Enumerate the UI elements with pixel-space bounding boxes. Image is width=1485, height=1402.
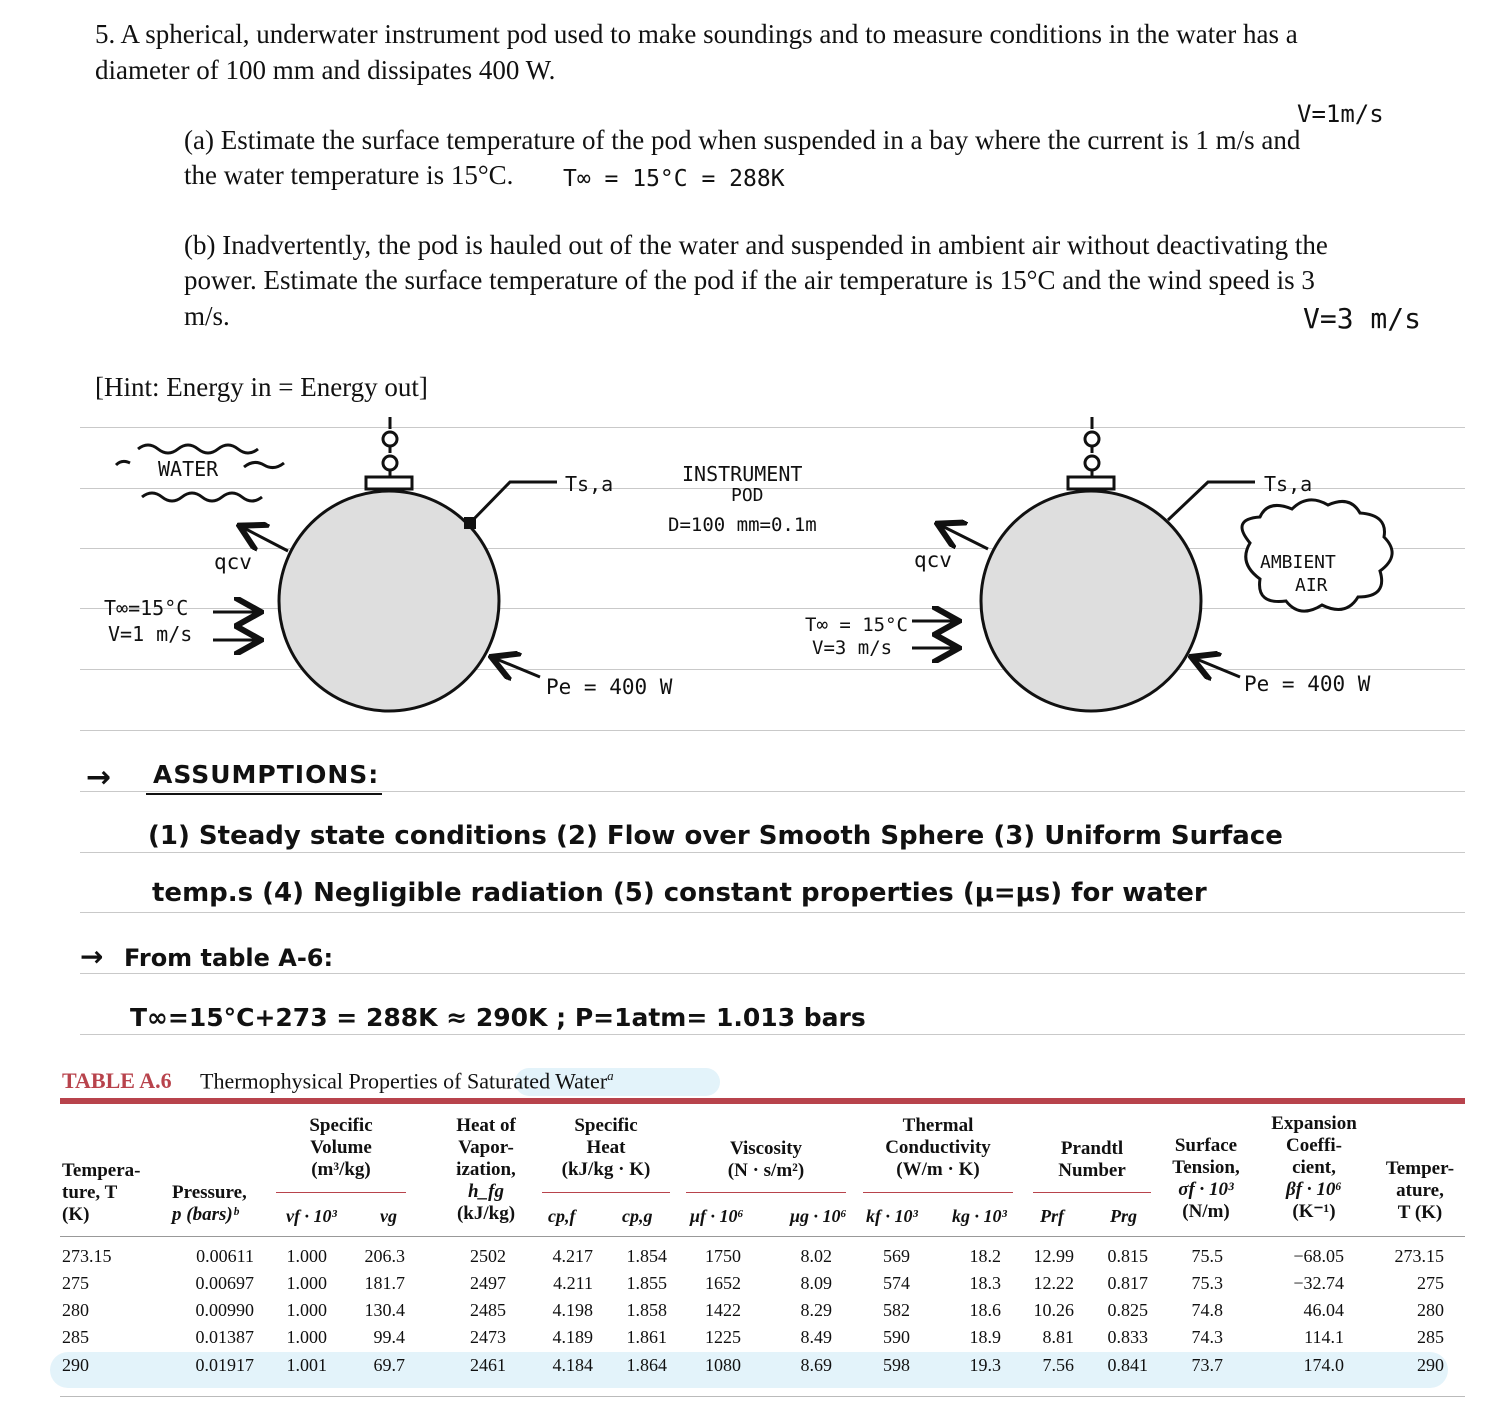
water-label: WATER: [158, 457, 219, 481]
column-header-specific-volume: Specific Volume (m³/kg): [309, 1115, 373, 1180]
table-cell: 1652: [705, 1273, 741, 1293]
column-header-conductivity: Thermal Conductivity (W/m · K): [885, 1115, 991, 1180]
table-cell: 18.3: [969, 1273, 1001, 1293]
right-tinf-label: T∞ = 15°C: [805, 614, 908, 636]
annotation-a-temp: T∞ = 15°C = 288K: [563, 166, 785, 192]
table-cell: 273.15: [1394, 1246, 1444, 1266]
subrule: [686, 1192, 846, 1193]
arrow-icon: →: [80, 940, 104, 973]
table-cell: 569: [883, 1246, 910, 1266]
table-cell: 130.4: [364, 1300, 405, 1320]
table-cell: 0.833: [1107, 1327, 1148, 1347]
rule-line: [80, 730, 1465, 731]
table-cell: 18.9: [969, 1327, 1001, 1347]
table-cell: 1750: [705, 1246, 741, 1266]
table-cell: 0.00697: [195, 1273, 254, 1293]
sub-header: cp,f: [548, 1206, 576, 1226]
table-cell: 8.29: [800, 1300, 832, 1320]
table-cell: 1.000: [286, 1246, 327, 1266]
table-cell: 181.7: [364, 1273, 405, 1293]
table-cell: 1.858: [626, 1300, 667, 1320]
table-cell: 18.2: [969, 1246, 1001, 1266]
table-cell: 75.3: [1191, 1273, 1223, 1293]
part-b-line2: power. Estimate the surface temperature of the pod if the air temperature is 15°C and the wind speed is 3: [184, 265, 1315, 295]
ts-label-left: Ts,a: [565, 472, 614, 496]
table-cell: 114.1: [1304, 1327, 1344, 1347]
table-cell: 1.854: [626, 1246, 667, 1266]
column-header-temp: Tempera- ture, T (K): [62, 1160, 141, 1225]
table-cell: 8.69: [800, 1355, 832, 1375]
qconv-label-left: qcv: [214, 550, 252, 574]
table-cell: 74.3: [1191, 1327, 1223, 1347]
table-cell: 1.855: [626, 1273, 667, 1293]
power-label-left: Pe = 400 W: [546, 675, 673, 699]
table-cell: 1.001: [286, 1355, 327, 1375]
table-cell: 4.217: [552, 1246, 593, 1266]
rule-line: [80, 973, 1465, 974]
sub-header: μg · 10⁶: [790, 1206, 847, 1226]
table-cell: 99.4: [373, 1327, 405, 1347]
assumptions-title: ASSUMPTIONS:: [153, 760, 380, 789]
column-header-expansion: Expansion Coeffi- cient, βf · 10⁶ (K⁻¹): [1271, 1113, 1357, 1222]
table-cell: 2502: [470, 1246, 506, 1266]
table-cell: 46.04: [1303, 1300, 1344, 1320]
table-cell: 285: [1417, 1327, 1444, 1347]
table-cell: 590: [883, 1327, 910, 1347]
table-cell: 574: [883, 1273, 910, 1293]
rule-line: [80, 912, 1465, 913]
table-cell: 2473: [470, 1327, 506, 1347]
table-cell: 2485: [470, 1300, 506, 1320]
column-header-surface-tension: Surface Tension, σf · 10³ (N/m): [1172, 1135, 1240, 1222]
annotation-a-velocity: V=1m/s: [1297, 100, 1384, 128]
table-cell: 4.198: [552, 1300, 593, 1320]
sub-header: vf · 10³: [286, 1206, 337, 1226]
table-header-rule: [60, 1236, 1465, 1237]
instrument-label: INSTRUMENT: [682, 462, 803, 486]
table-cell: 4.184: [552, 1355, 593, 1375]
sub-header: kf · 10³: [866, 1206, 918, 1226]
table-cell: 1.864: [626, 1355, 667, 1375]
right-sphere: [981, 491, 1201, 711]
column-header-prandtl: Prandtl Number: [1058, 1138, 1126, 1181]
problem-intro-line2: diameter of 100 mm and dissipates 400 W.: [95, 55, 556, 85]
table-cell: 73.7: [1191, 1355, 1223, 1375]
assumptions-underline: [146, 793, 382, 795]
table-cell: 0.00990: [195, 1300, 254, 1320]
sub-header: vg: [380, 1206, 397, 1226]
table-cell: 7.56: [1042, 1355, 1074, 1375]
rule-line: [80, 1034, 1465, 1035]
power-label-right: Pe = 400 W: [1244, 672, 1371, 696]
sub-header: Prf: [1040, 1206, 1064, 1226]
from-table-note: From table A-6:: [124, 944, 334, 972]
table-cell: 2497: [470, 1273, 506, 1293]
left-velocity-label: V=1 m/s: [108, 622, 193, 646]
table-cell: 8.02: [800, 1246, 832, 1266]
rule-line: [80, 852, 1465, 853]
table-cell: 275: [1417, 1273, 1444, 1293]
table-cell: 280: [62, 1300, 89, 1320]
table-cell: 69.7: [373, 1355, 405, 1375]
table-title: Thermophysical Properties of Saturated Water$^a$: [200, 1068, 614, 1094]
air-label: AIR: [1295, 575, 1328, 596]
table-cell: 1422: [705, 1300, 741, 1320]
subrule: [542, 1192, 670, 1193]
part-a-line1: (a) Estimate the surface temperature of the pod when suspended in a bay where the current is 1 m/s and: [184, 125, 1301, 155]
table-cell: 10.26: [1033, 1300, 1074, 1320]
table-cell: −32.74: [1293, 1273, 1344, 1293]
table-cell: 1.000: [286, 1327, 327, 1347]
subrule: [1033, 1192, 1151, 1193]
rule-line: [80, 791, 1465, 792]
table-cell: 285: [62, 1327, 89, 1347]
annotation-b-velocity: V=3 m/s: [1303, 302, 1422, 335]
conversion-note: T∞=15°C+273 = 288K ≈ 290K ; P=1atm= 1.013 bars: [130, 1003, 866, 1032]
problem-intro-line1: 5. A spherical, underwater instrument pod used to make soundings and to measure conditions in the water has a: [95, 19, 1298, 49]
column-header-specific-heat: Specific Heat (kJ/kg · K): [561, 1115, 651, 1180]
table-cell: 290: [62, 1355, 89, 1375]
table-cell: 8.49: [800, 1327, 832, 1347]
assumptions-line1: (1) Steady state conditions (2) Flow over Smooth Sphere (3) Uniform Surface: [148, 821, 1283, 851]
column-header-pressure: Pressure, p (bars)ᵇ: [172, 1182, 247, 1225]
column-header-temp-right: Temper- ature, T (K): [1385, 1158, 1455, 1223]
table-cell: 0.00611: [196, 1246, 254, 1266]
right-velocity-label: V=3 m/s: [812, 637, 893, 659]
subrule: [863, 1192, 1013, 1193]
table-cell: 0.01917: [195, 1355, 254, 1375]
sub-header: kg · 10³: [952, 1206, 1007, 1226]
table-cell: 18.6: [969, 1300, 1001, 1320]
left-tinf-label: T∞=15°C: [104, 596, 189, 620]
part-b-line1: (b) Inadvertently, the pod is hauled out of the water and suspended in ambient air without deactivating the: [184, 230, 1328, 260]
part-b-line3: m/s.: [184, 301, 230, 331]
table-cell: 8.09: [800, 1273, 832, 1293]
subrule: [276, 1192, 406, 1193]
table-cell: 0.815: [1107, 1246, 1148, 1266]
table-cell: 1225: [705, 1327, 741, 1347]
column-header-viscosity: Viscosity (N · s/m²): [727, 1138, 805, 1181]
table-cell: 4.211: [553, 1273, 593, 1293]
table-cell: 275: [62, 1273, 89, 1293]
table-cell: 273.15: [62, 1246, 112, 1266]
table-cell: 1.000: [286, 1273, 327, 1293]
table-cell: 12.99: [1033, 1246, 1074, 1266]
hint: [Hint: Energy in = Energy out]: [95, 372, 428, 402]
table-cell: 19.3: [969, 1355, 1001, 1375]
assumptions-line2: temp.s (4) Negligible radiation (5) constant properties (μ=μs) for water: [152, 878, 1207, 908]
table-cell: 74.8: [1191, 1300, 1223, 1320]
table-cell: 0.01387: [195, 1327, 254, 1347]
table-cell: 0.817: [1107, 1273, 1148, 1293]
diameter-label: D=100 mm=0.1m: [668, 514, 817, 536]
part-a-line2: the water temperature is 15°C.: [184, 160, 514, 190]
table-cell: 1.861: [626, 1327, 667, 1347]
table-cell: 2461: [470, 1355, 506, 1375]
table-cell: 206.3: [364, 1246, 405, 1266]
table-top-rule: [60, 1098, 1465, 1104]
table-bottom-rule: [60, 1396, 1465, 1397]
table-cell: 8.81: [1042, 1327, 1074, 1347]
table-cell: 75.5: [1191, 1246, 1223, 1266]
ambient-label: AMBIENT: [1260, 552, 1336, 573]
table-cell: 1.000: [286, 1300, 327, 1320]
table-cell: 4.189: [552, 1327, 593, 1347]
table-cell: 280: [1417, 1300, 1444, 1320]
table-cell: 0.825: [1107, 1300, 1148, 1320]
table-cell: −68.05: [1293, 1246, 1344, 1266]
table-cell: 12.22: [1033, 1273, 1074, 1293]
column-header-heat-vap: Heat of Vapor- ization, h_fg (kJ/kg): [456, 1115, 516, 1224]
arrow-icon: →: [86, 760, 112, 795]
table-cell: 0.841: [1107, 1355, 1148, 1375]
table-cell: 174.0: [1303, 1355, 1344, 1375]
table-cell: 290: [1417, 1355, 1444, 1375]
ts-label-right: Ts,a: [1264, 472, 1313, 496]
sub-header: cp,g: [622, 1206, 653, 1226]
table-cell: 598: [883, 1355, 910, 1375]
sub-header: Prg: [1110, 1206, 1137, 1226]
table-cell: 582: [883, 1300, 910, 1320]
table-label: TABLE A.6: [62, 1068, 172, 1093]
table-cell: 1080: [705, 1355, 741, 1375]
sub-header: μf · 10⁶: [690, 1206, 744, 1226]
qconv-label-right: qcv: [914, 548, 952, 572]
pod-label: POD: [731, 485, 764, 506]
